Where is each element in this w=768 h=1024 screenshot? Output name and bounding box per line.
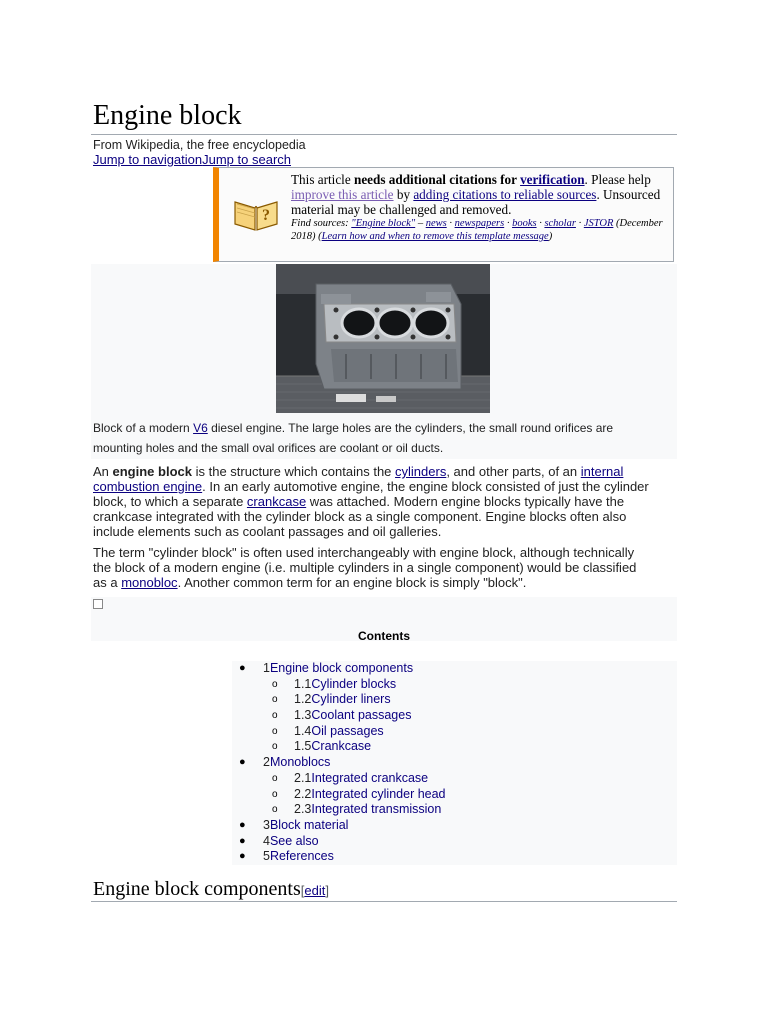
- toc-link[interactable]: [263, 818, 348, 833]
- reliable-sources-link[interactable]: adding citations to reliable sources: [413, 187, 597, 202]
- toc-item[interactable]: [232, 661, 677, 677]
- toc-number: 4: [263, 833, 270, 848]
- toc-label: Monoblocs: [269, 755, 331, 770]
- toc-label: Oil passages: [311, 723, 384, 738]
- toc-item[interactable]: [232, 849, 677, 865]
- toc-sub-bullet: o: [272, 772, 278, 784]
- crankcase-link[interactable]: crankcase: [246, 494, 307, 509]
- paragraph-text: . Another common term for an engine block is simply "block".: [177, 575, 527, 590]
- toc-label: Crankcase: [311, 739, 372, 754]
- caption-text: diesel engine. The large holes are the cylinders, the small round orifices are mounting holes and the small oval orifices are coolant or oil ducts.: [93, 421, 614, 455]
- learn-remove-template-link[interactable]: Learn how and when to remove this template message: [321, 231, 549, 242]
- toc-number: 1: [263, 661, 270, 675]
- section-heading: [93, 878, 329, 901]
- toc-sub-bullet: o: [272, 725, 278, 737]
- find-sources-label: Find sources:: [291, 218, 352, 229]
- toc-item[interactable]: [232, 802, 677, 818]
- toc-link[interactable]: [263, 755, 330, 770]
- toc-label: Cylinder liners: [311, 692, 391, 707]
- verification-link[interactable]: verification: [520, 172, 585, 187]
- page-title: Engine block: [93, 100, 242, 131]
- paragraph-text: is the structure which contains the: [191, 464, 396, 479]
- toc-label: See also: [269, 833, 319, 848]
- toc-item[interactable]: [232, 708, 677, 724]
- dot-separator: ·: [575, 218, 584, 229]
- jump-to-navigation-link[interactable]: Jump to navigation: [93, 152, 203, 167]
- bracket: ]: [325, 883, 329, 898]
- notice-date: (December 2018) (: [291, 218, 663, 242]
- notice-text: This article: [291, 172, 354, 187]
- intro-paragraph-1: [93, 464, 651, 539]
- toc-number: 3: [263, 817, 270, 832]
- paragraph-text: was attached. Modern engine blocks typically have the crankcase integrated with the cylinder block as a single component. Engine blocks often also include elements such as coolant passages and oil galleries.: [93, 494, 627, 539]
- toc-bullet: ●: [239, 818, 246, 831]
- toc-link[interactable]: [294, 739, 371, 754]
- book-question-icon: [231, 192, 281, 234]
- source-scholar-link[interactable]: scholar: [544, 218, 576, 229]
- notice-bold-text: needs additional citations for: [353, 172, 521, 187]
- toc-sub-bullet: o: [272, 741, 278, 753]
- dot-separator: ·: [446, 218, 455, 229]
- toc-link[interactable]: [294, 708, 411, 723]
- toc-link[interactable]: [263, 661, 413, 676]
- toc-number: 2.3: [294, 802, 312, 817]
- toc-label: References: [269, 849, 334, 864]
- close-paren: ): [548, 231, 553, 242]
- toc-label: Cylinder blocks: [311, 676, 397, 691]
- source-newspapers-link[interactable]: newspapers: [454, 218, 505, 229]
- notice-text: . Please help: [584, 172, 651, 187]
- toc-item[interactable]: [232, 724, 677, 740]
- toc-sub-bullet: o: [272, 710, 278, 722]
- toc-item[interactable]: [232, 787, 677, 803]
- paragraph-text: The term "cylinder block" is often used interchangeably with engine block, although technically the block of a modern engine (i.e. multiple cylinders in a single component) would be classified as a: [93, 545, 637, 590]
- toc-label: Integrated cylinder head: [311, 786, 446, 801]
- bracket: [: [300, 883, 305, 898]
- toc-title: Contents: [358, 629, 410, 643]
- toc-number: 5: [263, 849, 270, 864]
- toc-number: 1.1: [294, 676, 312, 691]
- notice-text: by: [393, 187, 414, 202]
- intro-paragraph-2: [93, 545, 651, 590]
- paragraph-text: . In an early automotive engine, the engine block consisted of just the cylinder block, to which a separate: [93, 479, 649, 509]
- toc-item[interactable]: [232, 677, 677, 693]
- citation-notice-box: [213, 167, 674, 262]
- citation-notice-text: [291, 172, 673, 243]
- toc-number: 1.3: [294, 708, 312, 723]
- source-jstor-link[interactable]: JSTOR: [583, 218, 614, 229]
- cylinders-link[interactable]: cylinders: [395, 464, 447, 479]
- jump-links: [93, 152, 291, 167]
- jump-to-search-link[interactable]: Jump to search: [202, 152, 291, 167]
- toc-list: [232, 661, 677, 865]
- toc-number: 2.2: [294, 786, 312, 801]
- section-heading-text: Engine block components: [93, 878, 301, 900]
- dot-separator: ·: [536, 218, 545, 229]
- toc-label: Integrated crankcase: [311, 770, 429, 785]
- toc-link[interactable]: [294, 787, 446, 802]
- toc-number: 1.4: [294, 723, 312, 738]
- toc-label: Integrated transmission: [311, 802, 442, 817]
- toc-item[interactable]: [232, 755, 677, 771]
- toc-bullet: ●: [239, 834, 246, 847]
- toc-sub-bullet: o: [272, 678, 278, 690]
- toc-link[interactable]: [294, 677, 396, 692]
- source-books-link[interactable]: books: [512, 218, 537, 229]
- toc-label: Coolant passages: [311, 708, 412, 723]
- paragraph-text: An: [93, 464, 113, 479]
- tagline: From Wikipedia, the free encyclopedia: [93, 138, 306, 152]
- toc-link[interactable]: [294, 692, 391, 707]
- toc-item[interactable]: [232, 771, 677, 787]
- section-divider: [91, 901, 677, 902]
- toc-link[interactable]: [294, 802, 441, 817]
- dot-separator: ·: [504, 218, 513, 229]
- improve-article-link[interactable]: improve this article: [291, 187, 394, 202]
- figure-caption: [93, 418, 653, 458]
- toc-link[interactable]: [294, 724, 384, 739]
- toc-number: 2.1: [294, 770, 312, 785]
- toc-link[interactable]: [263, 834, 319, 849]
- toc-bullet: ●: [239, 850, 246, 863]
- toc-item[interactable]: [232, 692, 677, 708]
- find-sources-line: [291, 217, 673, 243]
- toc-toggle-checkbox[interactable]: [93, 599, 103, 609]
- toc-number: 2: [263, 755, 270, 770]
- toc-bullet: ●: [239, 662, 246, 674]
- toc-link[interactable]: [263, 849, 334, 864]
- toc-link[interactable]: [294, 771, 428, 786]
- internal-combustion-engine-link[interactable]: internal combustion engine: [93, 464, 624, 494]
- toc-label: Engine block components: [269, 661, 414, 675]
- toc-bullet: ●: [239, 756, 246, 769]
- toc-sub-bullet: o: [272, 804, 278, 816]
- source-engine-block-link[interactable]: "Engine block": [351, 218, 416, 229]
- svg-text:?: ?: [262, 207, 270, 224]
- toc-sub-bullet: o: [272, 694, 278, 706]
- monobloc-link[interactable]: monobloc: [121, 575, 178, 590]
- title-divider: [91, 134, 677, 135]
- edit-section-link[interactable]: edit: [304, 883, 326, 898]
- notice-text: . Unsourced material may be challenged and removed.: [291, 187, 661, 217]
- toc-item[interactable]: [232, 834, 677, 850]
- caption-text: Block of a modern: [93, 421, 194, 435]
- v6-link[interactable]: V6: [193, 421, 208, 435]
- toc-number: 1.2: [294, 692, 312, 707]
- toc-item[interactable]: [232, 818, 677, 834]
- bold-term: engine block: [112, 464, 192, 479]
- dash-separator: –: [415, 218, 426, 229]
- source-news-link[interactable]: news: [425, 218, 447, 229]
- paragraph-text: , and other parts, of an: [446, 464, 581, 479]
- toc-label: Block material: [269, 817, 349, 832]
- toc-number: 1.5: [294, 739, 312, 754]
- edit-section: [301, 883, 329, 898]
- engine-block-photo[interactable]: [276, 264, 490, 413]
- toc-item[interactable]: [232, 739, 677, 755]
- toc-sub-bullet: o: [272, 788, 278, 800]
